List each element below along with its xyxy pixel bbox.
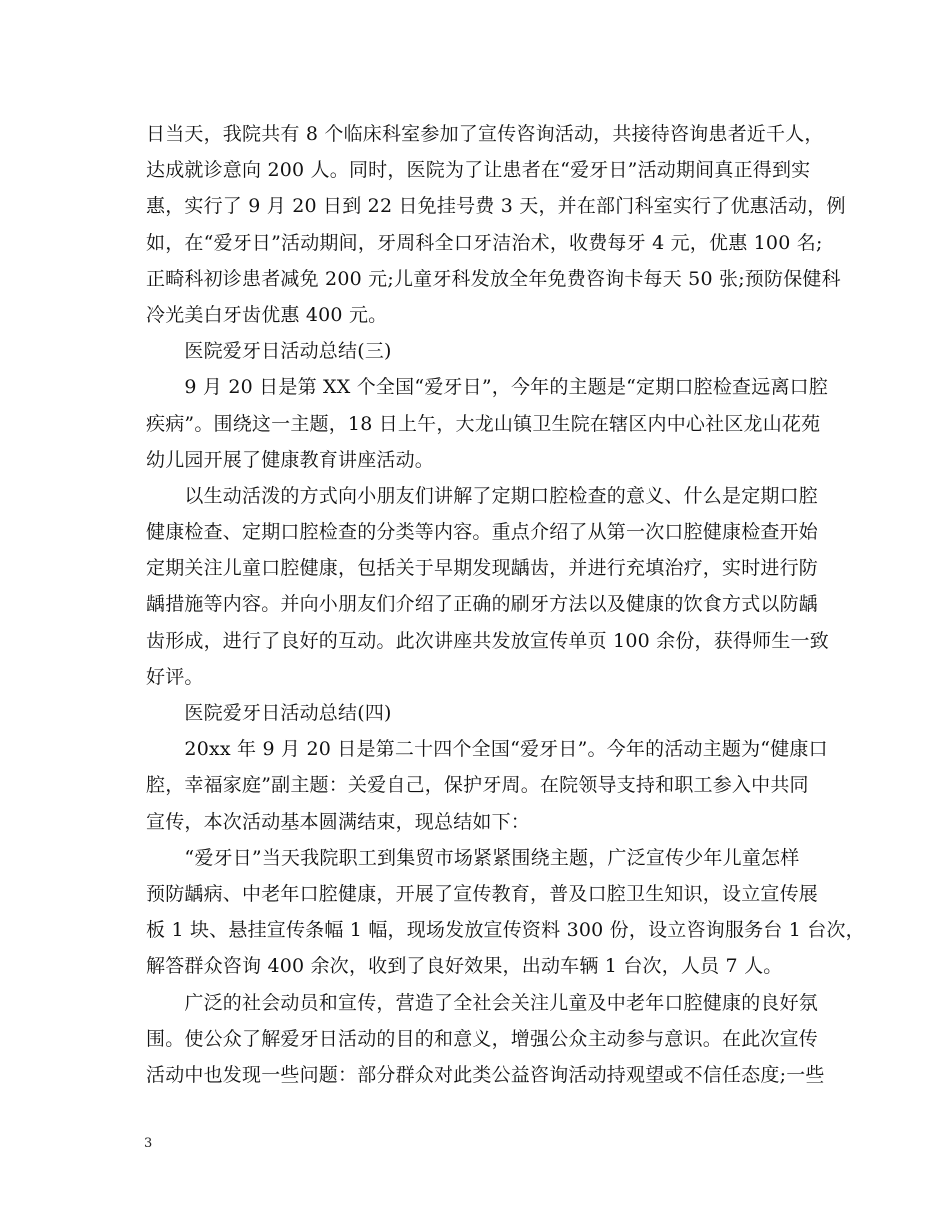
text-line: 如，在“爱牙日”活动期间，牙周科全口牙洁治术，收费每牙 4 元，优惠 100 名;: [146, 231, 823, 254]
text-line: 广泛的社会动员和宣传，营造了全社会关注儿童及中老年口腔健康的良好氛: [146, 991, 819, 1014]
text-line: “爱牙日”当天我院职工到集贸市场紧紧围绕主题，广泛宣传少年儿童怎样: [146, 846, 800, 869]
text-line: 预防龋病、中老年口腔健康，开展了宣传教育，普及口腔卫生知识，设立宣传展: [146, 882, 819, 905]
text-line: 20xx 年 9 月 20 日是第二十四个全国“爱牙日”。今年的活动主题为“健康口: [146, 738, 828, 761]
text-line: 以生动活泼的方式向小朋友们讲解了定期口腔检查的意义、什么是定期口腔: [146, 484, 819, 507]
section-heading: 医院爱牙日活动总结(三): [146, 340, 392, 363]
text-line: 惠，实行了 9 月 20 日到 22 日免挂号费 3 天，并在部门科室实行了优惠活动，例: [146, 195, 846, 218]
text-line: 9 月 20 日是第 XX 个全国“爱牙日”，今年的主题是“定期口腔检查远离口腔: [146, 376, 829, 399]
text-line: 龋措施等内容。并向小朋友们介绍了正确的刷牙方法以及健康的饮食方式以防龋: [146, 593, 819, 616]
text-line: 冷光美白牙齿优惠 400 元。: [146, 303, 388, 326]
text-line: 疾病”。围绕这一主题，18 日上午，大龙山镇卫生院在辖区内中心社区龙山花苑: [146, 412, 821, 435]
text-line: 好评。: [146, 665, 204, 688]
page-number: 3: [144, 1136, 153, 1151]
text-line: 达成就诊意向 200 人。同时，医院为了让患者在“爱牙日”活动期间真正得到实: [146, 159, 811, 182]
text-line: 宣传，本次活动基本圆满结束，现总结如下：: [146, 810, 531, 833]
document-body: [146, 116, 865, 1093]
text-line: 齿形成，进行了良好的互动。此次讲座共发放宣传单页 100 余份，获得师生一致: [146, 629, 829, 652]
text-line: 解答群众咨询 400 余次，收到了良好效果，出动车辆 1 台次，人员 7 人。: [146, 955, 783, 978]
text-line: 幼儿园开展了健康教育讲座活动。: [146, 448, 435, 471]
text-line: 定期关注儿童口腔健康，包括关于早期发现龋齿，并进行充填治疗，实时进行防: [146, 557, 819, 580]
text-line: 围。使公众了解爱牙日活动的目的和意义，增强公众主动参与意识。在此次宣传: [146, 1027, 819, 1050]
section-heading: 医院爱牙日活动总结(四): [146, 702, 392, 724]
text-line: 板 1 块、悬挂宣传条幅 1 幅，现场发放宣传资料 300 份，设立咨询服务台 1 台次，: [146, 919, 865, 942]
text-line: 日当天，我院共有 8 个临床科室参加了宣传咨询活动，共接待咨询患者近千人，: [146, 123, 824, 145]
text-line: 正畸科初诊患者减免 200 元;儿童牙科发放全年免费咨询卡每天 50 张;预防保健科: [146, 267, 841, 290]
text-line: 健康检查、定期口腔检查的分类等内容。重点介绍了从第一次口腔健康检查开始: [146, 521, 819, 544]
text-line: 腔，幸福家庭”副主题：关爱自己，保护牙周。在院领导支持和职工参入中共同: [146, 774, 809, 797]
text-line: 活动中也发现一些问题：部分群众对此类公益咨询活动持观望或不信任态度;一些: [146, 1063, 825, 1086]
